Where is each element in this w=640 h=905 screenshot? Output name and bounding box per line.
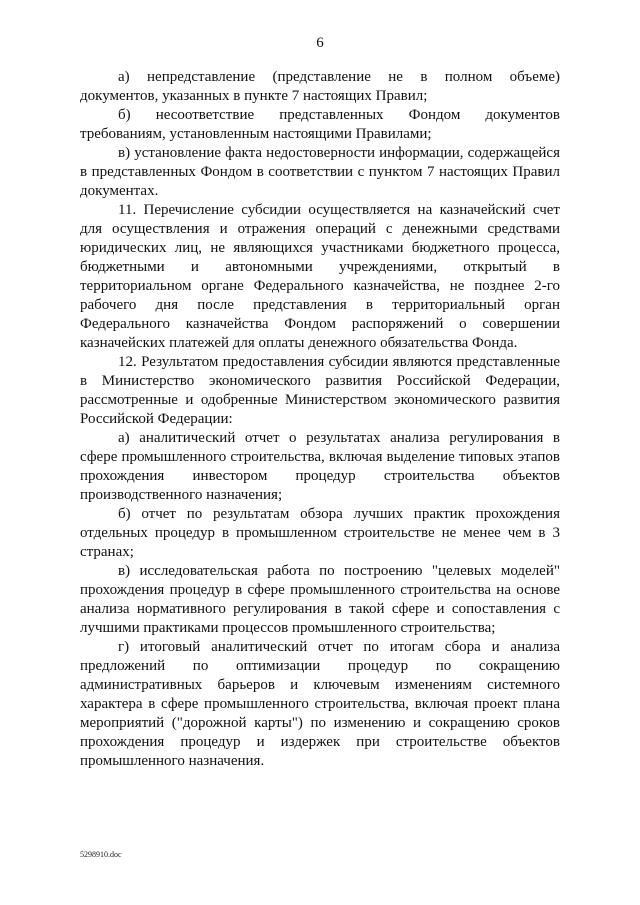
paragraph-10a: а) непредставление (представление не в полном объеме) документов, указанных в пункте 7 настоящих Правил; [80,69,560,104]
page-number: 6 [316,35,324,51]
paragraph-12d: г) итоговый аналитический отчет по итогам сбора и анализа предложений по оптимизации процедур по сокращению административных барьеров и ключевым изменениям системного характера в сфере промышленного строительства, включая проект плана мероприятий ("дорожной карты") по изменению и сокращению сроков прохождения процедур и издержек при строительстве объектов промышленного назначения. [80,639,560,769]
paragraph-11: 11. Перечисление субсидии осуществляется на казначейский счет для осуществления и отражения операций с денежными средствами юридических лиц, не являющихся участниками бюджетного процесса, бюджетными и автономными учреждениями, открытый в территориальном органе Федерального казначейства, не позднее 2-го рабочего дня после представления в территориальный орган Федерального казначейства Фондом распоряжений о совершении казначейских платежей для оплаты денежного обязательства Фонда. [80,202,560,351]
paragraph-12c: в) исследовательская работа по построению "целевых моделей" прохождения процедур в сфере промышленного строительства на основе анализа нормативного регулирования в такой сфере и сопоставления с лучшими практиками процессов промышленного строительства; [80,563,560,636]
paragraph-12b: б) отчет по результатам обзора лучших практик прохождения отдельных процедур в промышленном строительстве не менее чем в 3 странах; [80,506,560,560]
paragraph-12a: а) аналитический отчет о результатах анализа регулирования в сфере промышленного строительства, включая выделение типовых этапов прохождения инвестором процедур строительства объектов производственного назначения; [80,430,560,503]
paragraph-10b: б) несоответствие представленных Фондом документов требованиям, установленным настоящими Правилами; [80,107,560,142]
document-body [80,68,560,771]
paragraph-12: 12. Результатом предоставления субсидии являются представленные в Министерство экономического развития Российской Федерации, рассмотренные и одобренные Министерством экономического развития Российской Федерации: [80,354,560,427]
paragraph-10c: в) установление факта недостоверности информации, содержащейся в представленных Фондом в соответствии с пунктом 7 настоящих Правил документах. [80,145,560,199]
footer-filename: 5298910.doc [80,850,122,859]
